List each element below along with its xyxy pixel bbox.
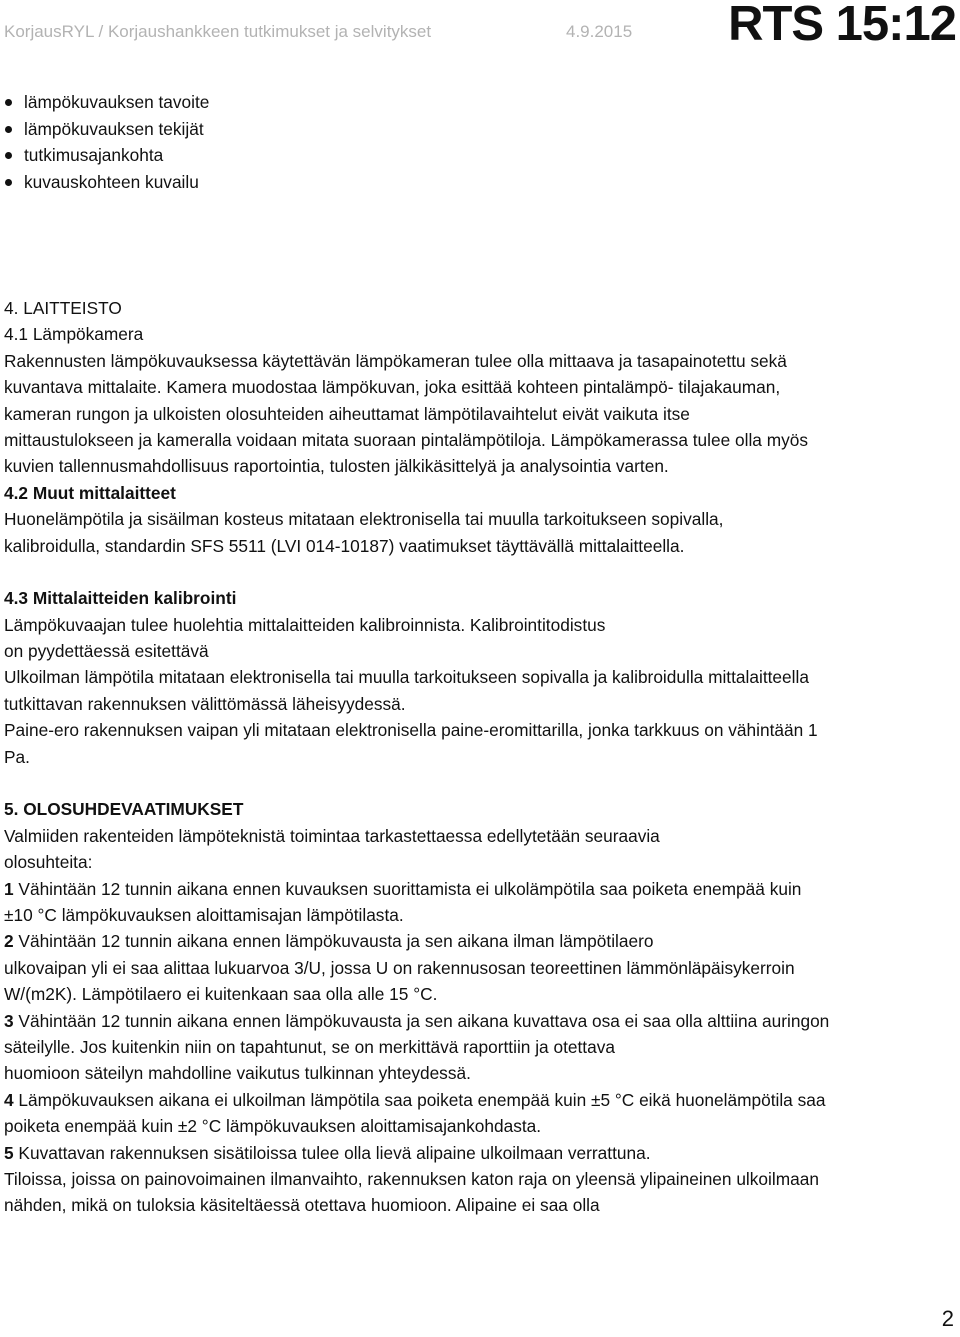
section-heading-olosuhdevaatimukset: 5. OLOSUHDEVAATIMUKSET	[4, 799, 244, 820]
requirement-text: Kuvattavan rakennuksen sisätiloissa tulee olla lievä alipaine ulkoilmaan verrattuna.	[13, 1142, 651, 1163]
text-line: Lämpökuvaajan tulee huolehtia mittalaitteiden kalibroinnista. Kalibrointitodistus	[4, 614, 606, 635]
page-header	[0, 0, 960, 60]
text-line: ±10 °C lämpökuvauksen aloittamisajan lämpötilasta.	[4, 904, 404, 925]
text-line: poiketa enempää kuin ±2 °C lämpökuvauksen aloittamisajankohdasta.	[4, 1116, 542, 1137]
requirement-number: 3	[4, 1010, 14, 1031]
text-line: Ulkoilman lämpötila mitataan elektronisella tai muulla tarkoitukseen sopivalla ja kalibroidulla mittalaitteella	[4, 667, 809, 688]
requirement-line	[4, 928, 960, 954]
requirement-text: Vähintään 12 tunnin aikana ennen kuvauksen suorittamista ei ulkolämpötila saa poiketa enempää kuin	[13, 878, 802, 899]
text-line: Huonelämpötila ja sisäilman kosteus mitataan elektronisella tai muulla tarkoitukseen sopivalla,	[4, 509, 724, 530]
requirement-line	[4, 876, 960, 902]
text-line: Rakennusten lämpökuvauksessa käytettävän lämpökameran tulee olla mittaava ja tasapainotettu sekä	[4, 350, 787, 371]
requirement-number: 2	[4, 931, 14, 952]
document-body	[4, 295, 960, 1219]
requirement-text: Lämpökuvauksen aikana ei ulkoilman lämpötila saa poiketa enempää kuin ±5 °C eikä huonelämpötila saa	[13, 1089, 826, 1110]
text-line: kuvantava mittalaite. Kamera muodostaa lämpökuvan, joka esittää kohteen pintalämpö- tilajakauman,	[4, 377, 781, 398]
requirement-number: 5	[4, 1142, 14, 1163]
subsection-heading-lampokamera: 4.1 Lämpökamera	[4, 324, 144, 345]
subsection-heading-muut-mittalaitteet: 4.2 Muut mittalaitteet	[4, 482, 176, 503]
subsection-heading-kalibrointi: 4.3 Mittalaitteiden kalibrointi	[4, 588, 237, 609]
text-line: kalibroidulla, standardin SFS 5511 (LVI 014-10187) vaatimukset täyttävällä mittalaitteella.	[4, 535, 685, 556]
text-line: kameran rungon ja ulkoisten olosuhteiden aiheuttamat lämpötilavaihtelut eivät vaikuta itse	[4, 403, 690, 424]
text-line: huomioon säteilyn mahdolline vaikutus tulkinnan yhteydessä.	[4, 1063, 471, 1084]
text-line: säteilylle. Jos kuitenkin niin on tapahtunut, se on merkittävä raporttiin ja otettava	[4, 1036, 615, 1057]
bullet-item: kuvauskohteen kuvailu	[0, 169, 209, 196]
text-line: Pa.	[4, 746, 30, 767]
text-line: mittaustulokseen ja kameralla voidaan mitata suoraan pintalämpötiloja. Lämpökamerassa tulee olla myös	[4, 429, 808, 450]
text-line: nähden, mikä on tuloksia käsiteltäessä otettava huomioon. Alipaine ei saa olla	[4, 1195, 600, 1216]
bullet-list	[0, 89, 209, 195]
requirement-number: 1	[4, 878, 14, 899]
text-line: tutkittavan rakennuksen välittömässä läheisyydessä.	[4, 693, 406, 714]
page-number: 2	[941, 1306, 954, 1331]
header-document-code: RTS 15:12	[728, 0, 956, 51]
header-breadcrumb: KorjausRYL / Korjaushankkeen tutkimukset ja selvitykset	[4, 22, 432, 41]
requirement-number: 4	[4, 1089, 14, 1110]
bullet-item: lämpökuvauksen tavoite	[0, 89, 209, 116]
spacer	[4, 770, 960, 796]
text-line: Tiloissa, joissa on painovoimainen ilmanvaihto, rakennuksen katon raja on yleensä ylipaineinen ulkoilmaan	[4, 1168, 819, 1189]
text-line: Valmiiden rakenteiden lämpöteknistä toimintaa tarkastettaessa edellytetään seuraavia	[4, 825, 660, 846]
text-line: on pyydettäessä esitettävä	[4, 641, 209, 662]
requirement-text: Vähintään 12 tunnin aikana ennen lämpökuvausta ja sen aikana ilman lämpötilaero	[13, 931, 654, 952]
requirement-line	[4, 1140, 960, 1166]
header-date: 4.9.2015	[566, 22, 633, 41]
requirement-line	[4, 1087, 960, 1113]
spacer	[4, 559, 960, 585]
section-heading-laitteisto: 4. LAITTEISTO	[4, 298, 122, 318]
bullet-item: tutkimusajankohta	[0, 142, 209, 169]
text-line: olosuhteita:	[4, 852, 93, 873]
requirement-text: Vähintään 12 tunnin aikana ennen lämpökuvausta ja sen aikana kuvattava osa ei saa olla alttiina auringon	[13, 1010, 830, 1031]
bullet-item: lämpökuvauksen tekijät	[0, 116, 209, 143]
text-line: ulkovaipan yli ei saa alittaa lukuarvoa 3/U, jossa U on rakennusosan teoreettinen lämmönläpäisykerroin	[4, 957, 795, 978]
text-line: kuvien tallennusmahdollisuus raportointia, tulosten jälkikäsittelyä ja analysointia varten.	[4, 456, 669, 477]
text-line: W/(m2K). Lämpötilaero ei kuitenkaan saa olla alle 15 °C.	[4, 984, 438, 1005]
text-line: Paine-ero rakennuksen vaipan yli mitataan elektronisella paine-eromittarilla, jonka tarkkuus on vähintään 1	[4, 720, 818, 741]
requirement-line	[4, 1008, 960, 1034]
